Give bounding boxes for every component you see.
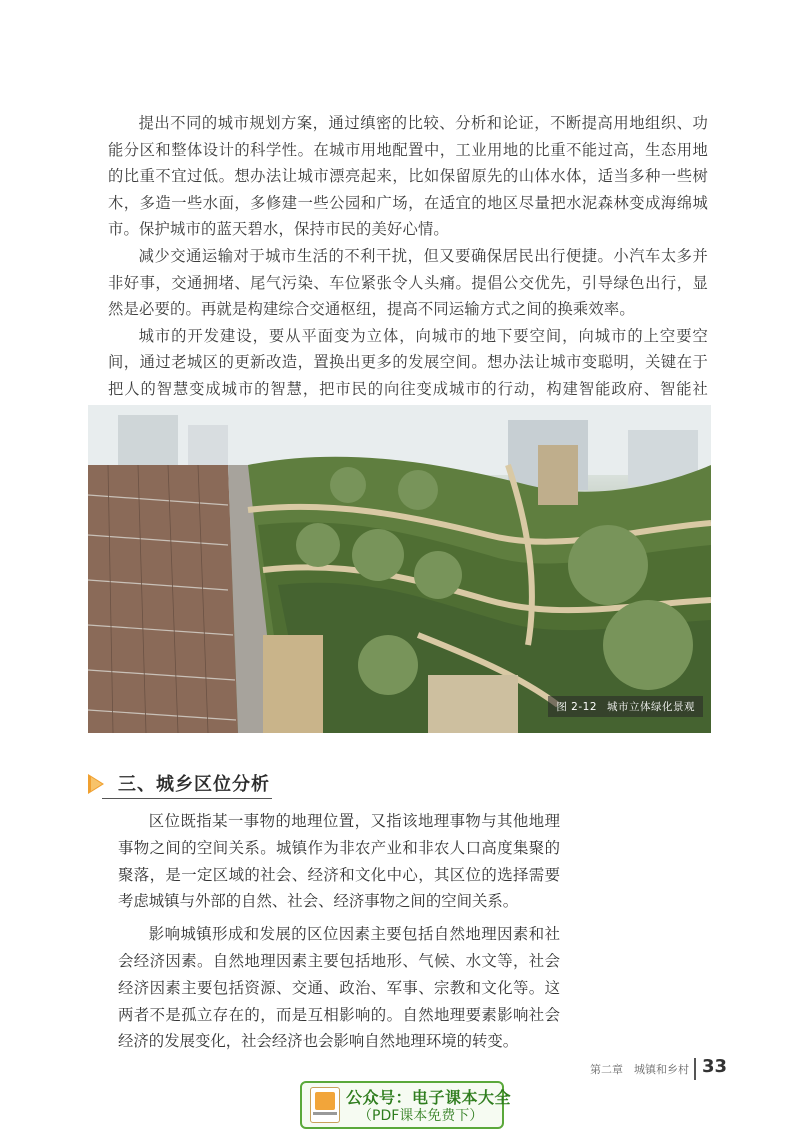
banner-line-1: 公众号：电子课本大全 — [346, 1088, 512, 1107]
upper-body-text — [108, 110, 708, 429]
paragraph: 影响城镇形成和发展的区位因素主要包括自然地理因素和社会经济因素。自然地理因素主要包括地形、气候、水文等，社会经济因素主要包括资源、交通、政治、军事、宗教和文化等。这两者不是孤立存在的，而是互相影响的。自然地理要素影响社会经济的发展变化，社会经济也会影响自然地理环境的转变。 — [118, 925, 560, 1051]
footer-divider — [694, 1058, 696, 1080]
book-logo-icon — [310, 1087, 340, 1123]
lower-body-text — [118, 808, 560, 1061]
paragraph: 提出不同的城市规划方案，通过缜密的比较、分析和论证，不断提高用地组织、功能分区和整体设计的科学性。在城市用地配置中，工业用地的比重不能过高，生态用地的比重不宜过低。想办法让城市漂亮起来，比如保留原先的山体水体，适当多种一些树木，多造一些水面，多修建一些公园和广场，在适宜的地区尽量把水泥森林变成海绵城市。保护城市的蓝天碧水，保持市民的美好心情。 — [108, 114, 708, 239]
section-title: 三、城乡区位分析 — [118, 774, 270, 795]
section-heading — [88, 770, 468, 802]
figure-caption — [548, 696, 703, 717]
page-number: 33 — [702, 1056, 728, 1077]
rooftop-garden-illustration — [88, 405, 711, 733]
figure-number: 图 2-12 — [556, 701, 597, 713]
figure-photo-rooftop-garden — [88, 405, 711, 733]
watermark-banner — [300, 1081, 512, 1129]
figure-caption-text: 城市立体绿化景观 — [607, 701, 695, 713]
triangle-marker-inner-icon — [91, 777, 102, 791]
paragraph: 城市的开发建设，要从平面变为立体，向城市的地下要空间，向城市的上空要空间，通过老城区的更新改造，置换出更多的发展空间。想办法让城市变聪明，关键在于把人的智慧变成城市的智慧，把市民的向往变成城市的行动，构建智能政府、智能社 — [108, 326, 708, 398]
paragraph: 区位既指某一事物的地理位置，又指该地理事物与其他地理事物之间的空间关系。城镇作为非农产业和非农人口高度集聚的聚落，是一定区域的社会、经济和文化中心，其区位的选择需要考虑城镇与外部的自然、社会、经济事物之间的空间关系。 — [118, 812, 560, 911]
chapter-label: 第二章 城镇和乡村 — [590, 1063, 689, 1076]
page-footer — [590, 1056, 740, 1084]
paragraph: 减少交通运输对于城市生活的不利干扰，但又要确保居民出行便捷。小汽车太多并非好事，交通拥堵、尾气污染、车位紧张令人头痛。提倡公交优先，引导绿色出行，显然是必要的。再就是构建综合交通枢纽，提高不同运输方式之间的换乘效率。 — [108, 246, 708, 319]
section-underline — [102, 798, 272, 799]
banner-line-2: （PDF课本免费下） — [358, 1108, 484, 1124]
